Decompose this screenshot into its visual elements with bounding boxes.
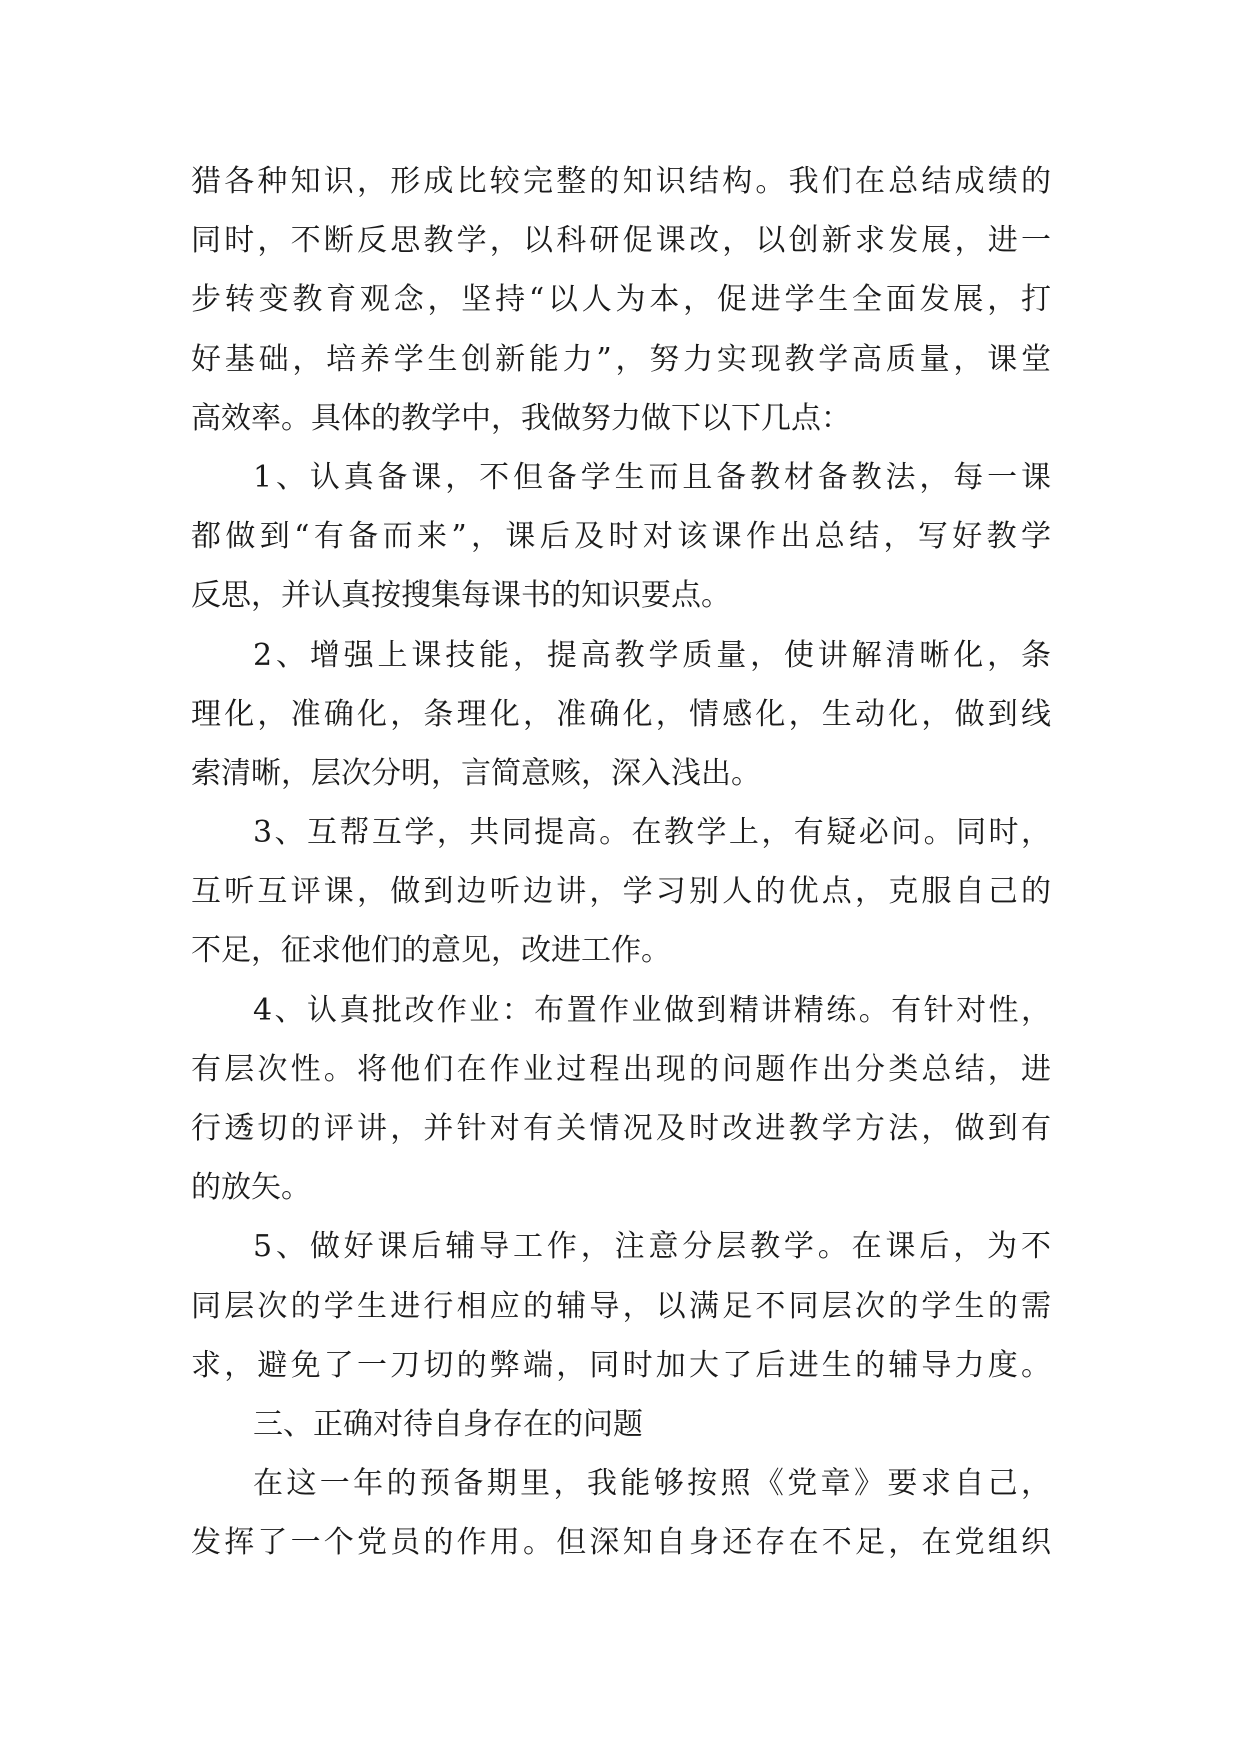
text-line: 索清晰，层次分明，言简意赅，深入浅出。 <box>191 755 761 791</box>
text-line: 同时，不断反思教学，以科研促课改，以创新求发展，进一 <box>191 223 1051 259</box>
text-line: 发挥了一个党员的作用。但深知自身还存在不足，在党组织 <box>191 1525 1051 1561</box>
body-text <box>191 152 1051 1573</box>
paragraph-first-line: 2、增强上课技能，提高教学质量，使讲解清晰化，条 <box>253 637 1051 673</box>
text-line: 步转变教育观念，坚持“以人为本，促进学生全面发展，打 <box>191 282 1051 318</box>
text-line: 都做到“有备而来”，课后及时对该课作出总结，写好教学 <box>191 519 1051 555</box>
text-line: 好基础，培养学生创新能力”，努力实现教学高质量，课堂 <box>191 341 1051 377</box>
text-line: 求，避免了一刀切的弊端，同时加大了后进生的辅导力度。 <box>191 1347 1051 1383</box>
text-line: 理化，准确化，条理化，准确化，情感化，生动化，做到线 <box>191 696 1051 732</box>
text-line: 的放矢。 <box>191 1170 311 1206</box>
paragraph-first-line: 1、认真备课，不但备学生而且备教材备教法，每一课 <box>253 459 1051 495</box>
text-line: 不足，征求他们的意见，改进工作。 <box>191 933 671 969</box>
paragraph-first-line: 在这一年的预备期里，我能够按照《党章》要求自己， <box>253 1466 1051 1502</box>
text-line: 行透切的评讲，并针对有关情况及时改进教学方法，做到有 <box>191 1111 1051 1146</box>
paragraph-first-line: 5、做好课后辅导工作，注意分层教学。在课后，为不 <box>253 1229 1051 1265</box>
paragraph-first-line: 三、正确对待自身存在的问题 <box>253 1406 643 1442</box>
text-line: 反思，并认真按搜集每课书的知识要点。 <box>191 578 731 614</box>
text-line: 高效率。具体的教学中，我做努力做下以下几点： <box>191 400 851 436</box>
text-line: 猎各种知识，形成比较完整的知识结构。我们在总结成绩的 <box>191 164 1051 199</box>
paragraph-first-line: 4、认真批改作业：布置作业做到精讲精练。有针对性， <box>253 992 1051 1028</box>
text-line: 互听互评课，做到边听边讲，学习别人的优点，克服自己的 <box>191 874 1051 910</box>
paragraph-first-line: 3、互帮互学，共同提高。在教学上，有疑必问。同时， <box>253 815 1051 851</box>
text-line: 同层次的学生进行相应的辅导，以满足不同层次的学生的需 <box>191 1288 1051 1324</box>
text-line: 有层次性。将他们在作业过程出现的问题作出分类总结，进 <box>191 1051 1051 1087</box>
